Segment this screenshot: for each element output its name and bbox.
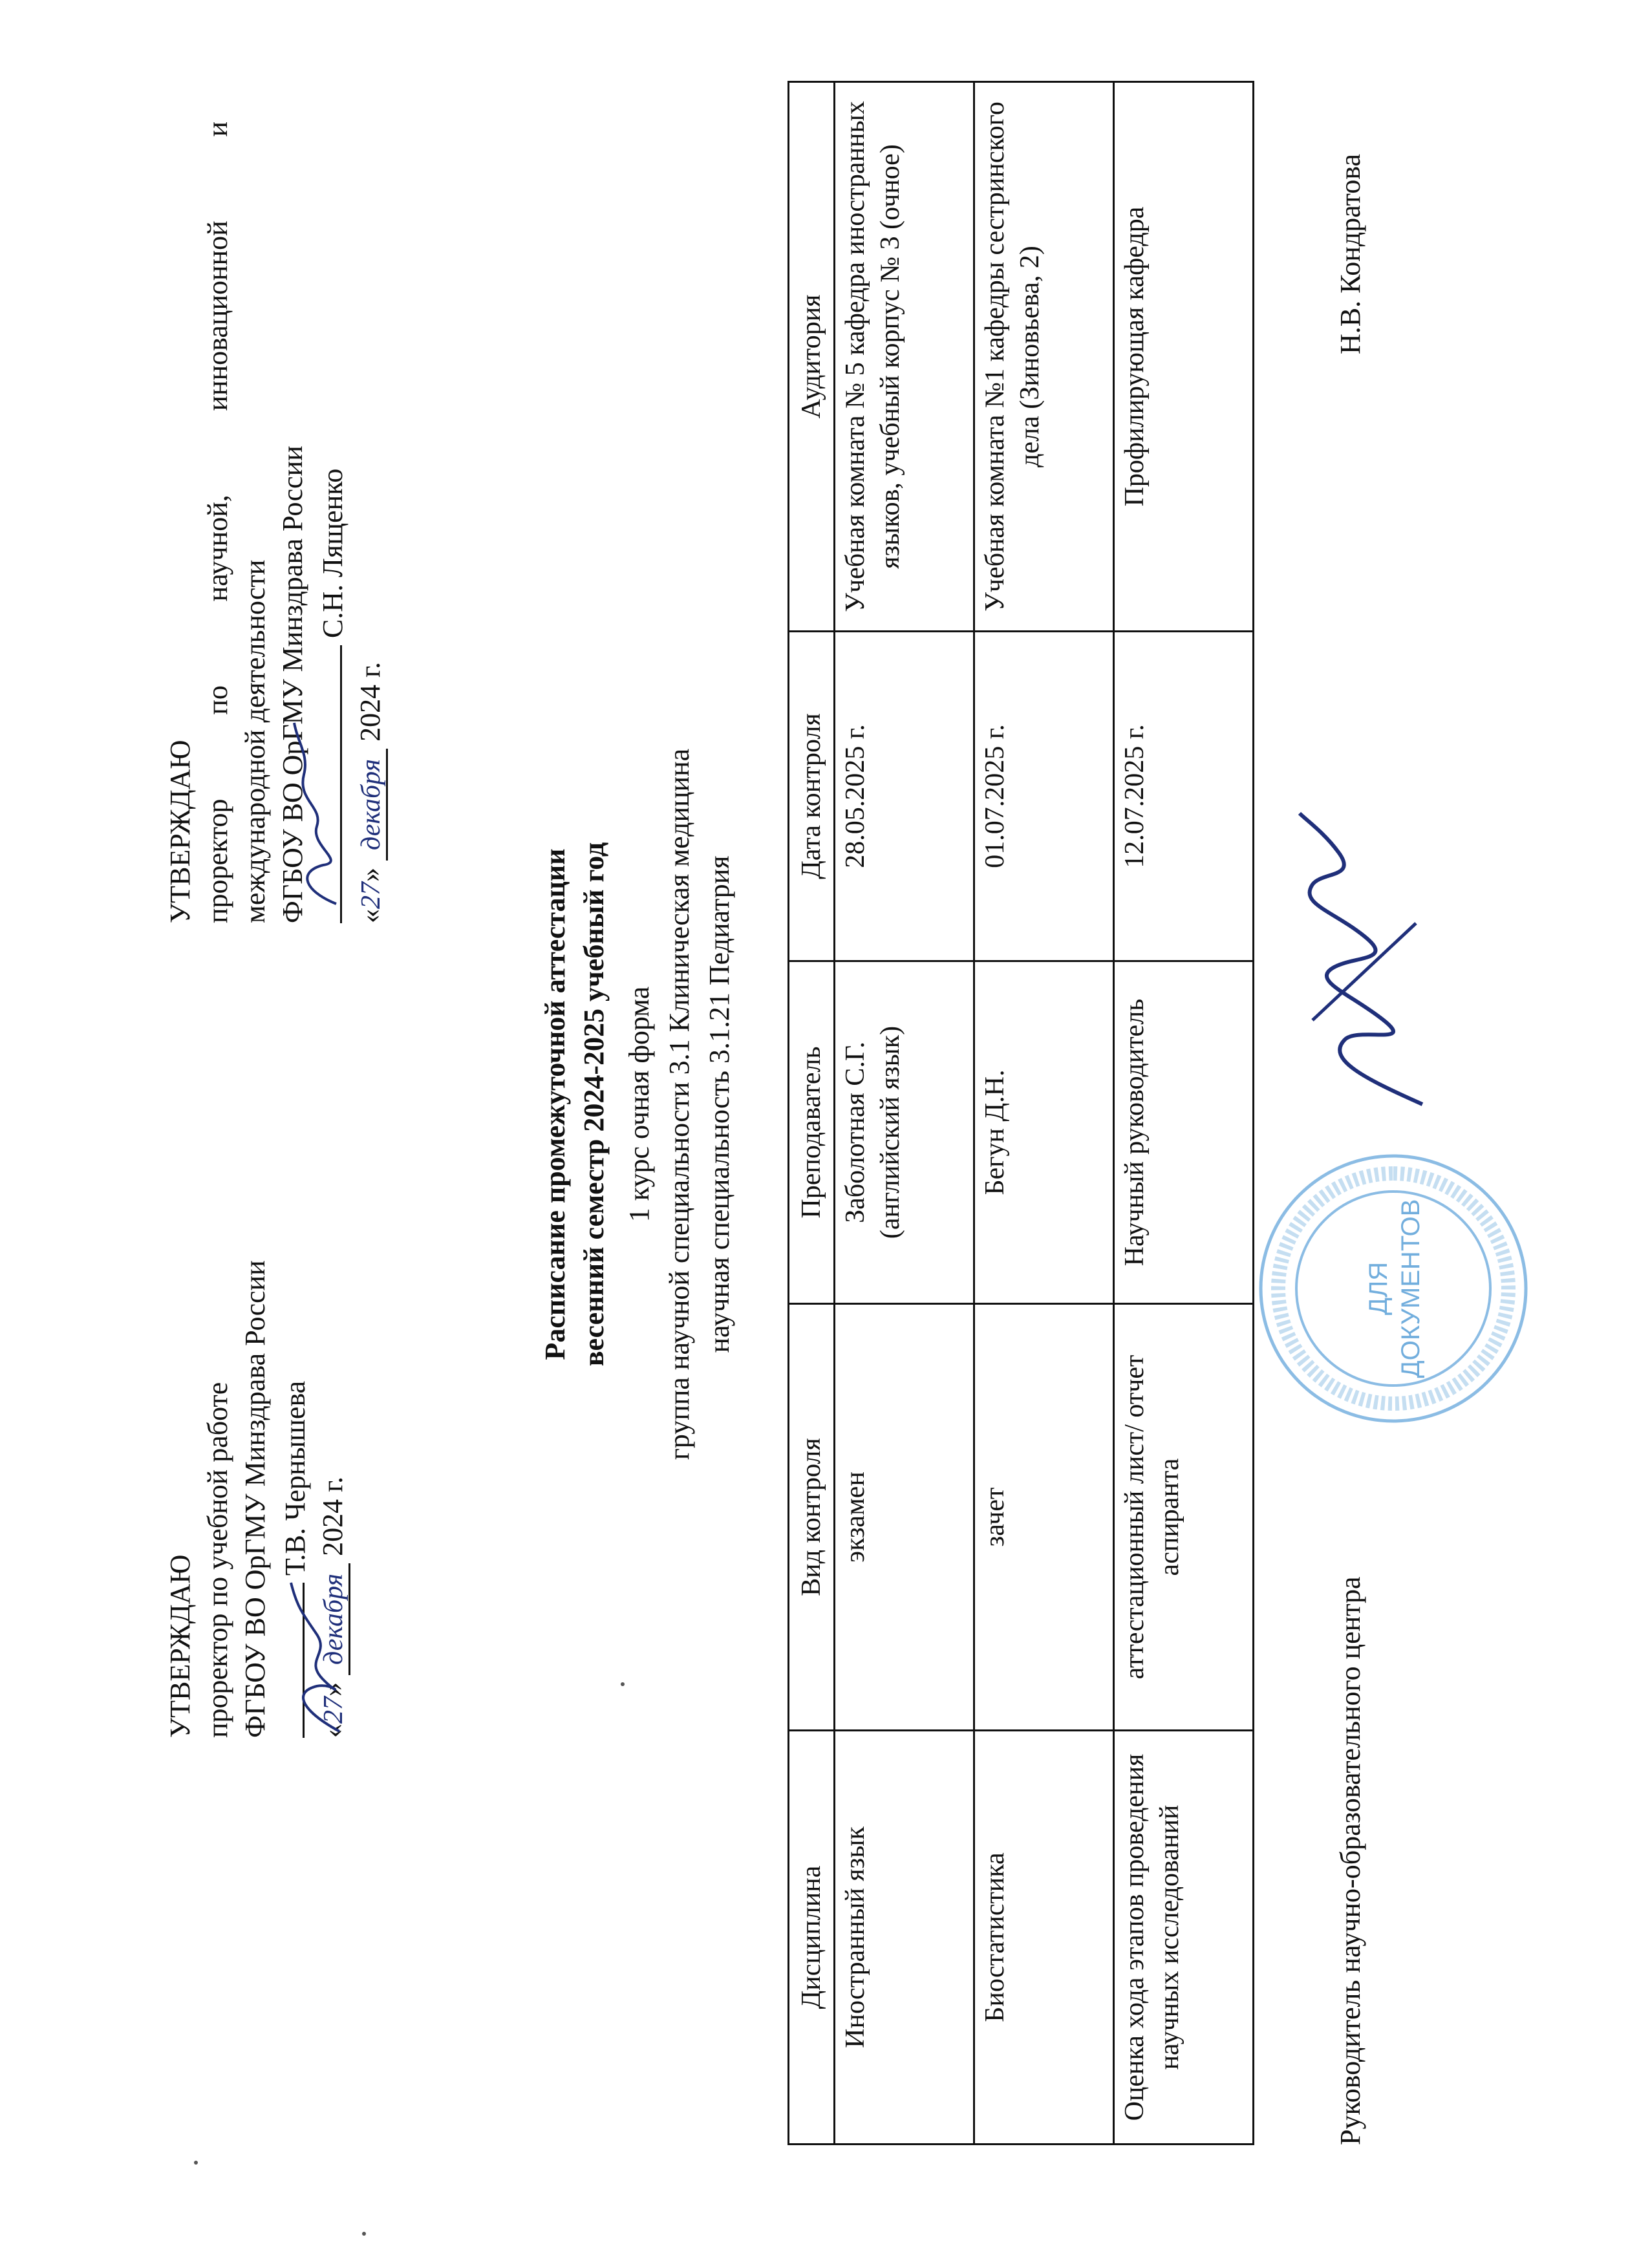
approval-position-line1: проректор по научной, инновационной и <box>202 122 233 923</box>
date-quote-close: » <box>354 868 386 882</box>
date-day: 27 <box>356 882 386 909</box>
approval-title: УТВЕРЖДАЮ <box>164 1554 196 1738</box>
cell-control-type: аттестационный лист/ отчет аспиранта <box>1114 1304 1254 1731</box>
approval-position: проректор по учебной работе <box>202 1382 233 1738</box>
scan-speck <box>194 2161 198 2165</box>
scan-speck <box>362 2232 366 2236</box>
signature-footer <box>1287 807 1448 1117</box>
header-date: Дата контроля <box>789 632 835 961</box>
date-year: 2024 г. <box>317 1476 348 1556</box>
schedule-title: Расписание промежуточной аттестации <box>539 848 571 1360</box>
approval-position-line2: международной деятельности <box>239 559 271 923</box>
cell-teacher: Научный руководитель <box>1114 961 1254 1304</box>
schedule-table <box>788 81 1254 2145</box>
table-header-row <box>789 82 835 2145</box>
date-day: 27 <box>319 1696 348 1724</box>
cell-control-type: экзамен <box>835 1304 974 1731</box>
cell-room: Профилирующая кафедра <box>1114 82 1254 632</box>
cell-teacher: Бегун Д.Н. <box>974 961 1114 1304</box>
approval-name: С.Н. Лященко <box>317 468 348 638</box>
cell-discipline: Биостатистика <box>974 1731 1114 2145</box>
schedule-semester: весенний семестр 2024-2025 учебный год <box>578 842 610 1367</box>
cell-teacher: Заболотная С.Г. (английский язык) <box>835 961 974 1304</box>
approval-org: ФГБОУ ВО ОрГМУ Минздрава России <box>277 445 308 923</box>
stamp-text-1: ДЛЯ <box>1364 1261 1393 1316</box>
date-month: декабря <box>356 749 388 861</box>
date-year: 2024 г. <box>354 661 386 742</box>
table-row <box>1114 82 1254 2145</box>
cell-date: 01.07.2025 г. <box>974 632 1114 961</box>
cell-date: 12.07.2025 г. <box>1114 632 1254 961</box>
cell-discipline: Иностранный язык <box>835 1731 974 2145</box>
schedule-specialty: научная специальность 3.1.21 Педиатрия <box>703 855 735 1353</box>
header-room: Аудитория <box>789 82 835 632</box>
stamp-text-2: ДОКУМЕНТОВ <box>1397 1199 1425 1378</box>
schedule-course: 1 курс очная форма <box>623 986 655 1223</box>
date-month: декабря <box>319 1563 350 1675</box>
cell-discipline: Оценка хода этапов проведения научных исследований <box>1114 1731 1254 2145</box>
cell-room: Учебная комната № 5 кафедра иностранных языков, учебный корпус № 3 (очное) <box>835 82 974 632</box>
table-row <box>835 82 974 2145</box>
cell-room: Учебная комната №1 кафедры сестринского дела (Зиновьева, 2) <box>974 82 1114 632</box>
signature-right <box>284 716 356 910</box>
signature-left <box>278 1570 356 1738</box>
approval-block-right <box>162 122 390 923</box>
footer-name: Н.В. Кондратова <box>1334 154 1366 354</box>
date-quote-close: » <box>317 1682 348 1696</box>
scan-speck <box>621 1682 625 1686</box>
cell-control-type: зачет <box>974 1304 1114 1731</box>
header-discipline: Дисциплина <box>789 1731 835 2145</box>
approval-title: УТВЕРЖДАЮ <box>164 740 196 923</box>
header-control-type: Вид контроля <box>789 1304 835 1731</box>
table-row <box>974 82 1114 2145</box>
footer-role: Руководитель научно-образовательного центра <box>1334 1576 1366 2145</box>
approval-org: ФГБОУ ВО ОрГМУ Минздрава России <box>239 1260 271 1738</box>
approval-date <box>352 122 390 923</box>
approval-name: Т.В. Чернышева <box>279 1380 311 1576</box>
organization-stamp <box>1254 1150 1532 1428</box>
date-quote-open: « <box>354 909 386 923</box>
date-quote-open: « <box>317 1724 348 1738</box>
header-teacher: Преподаватель <box>789 961 835 1304</box>
schedule-group: группа научной специальности 3.1 Клиническая медицина <box>663 748 695 1460</box>
cell-date: 28.05.2025 г. <box>835 632 974 961</box>
